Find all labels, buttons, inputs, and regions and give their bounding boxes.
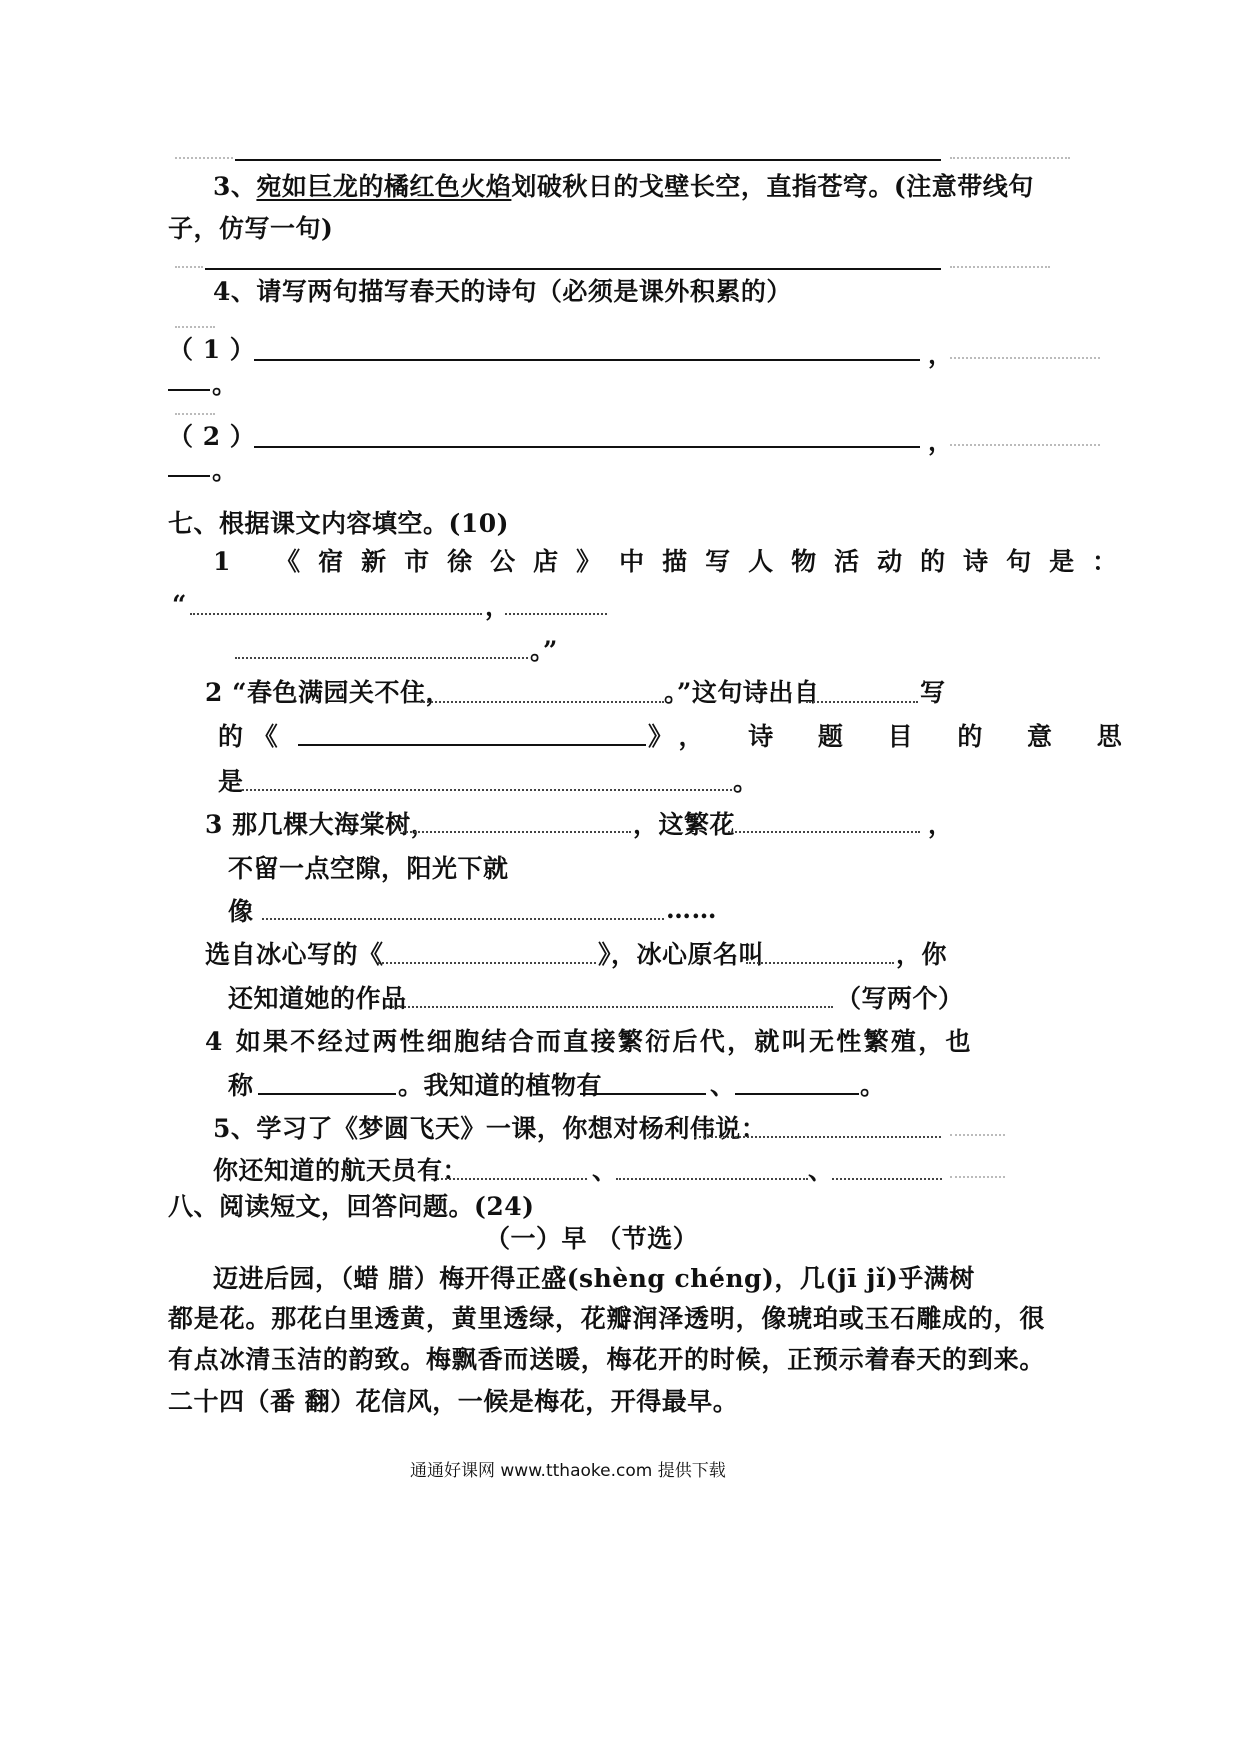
leader-dots (175, 157, 233, 159)
q4-prompt: 4、请写两句描写春天的诗句（必须是课外积累的） (213, 277, 792, 306)
s7-q1-blank-3[interactable] (235, 657, 528, 659)
s7-q3-b: ，这繁花 (633, 810, 736, 839)
s7-q2-g: 。 (733, 767, 759, 796)
s7-q3-f: …… (666, 895, 717, 924)
s7-q1-comma: ， (485, 592, 511, 621)
s7-q3-g: 选自冰心写的《 (205, 940, 384, 969)
s7-q3-blank-1[interactable] (403, 831, 631, 833)
s7-q4-blank-1[interactable] (258, 1093, 396, 1095)
reading-subtitle: （一）早 （节选） (485, 1224, 699, 1253)
answer-line[interactable] (205, 268, 941, 270)
s7-q1-close: 。” (530, 636, 558, 665)
q4-item-1-label: （ 1 ） (168, 335, 256, 364)
s7-q3-blank-6[interactable] (385, 1006, 833, 1008)
q4-item-1-comma: ， (928, 340, 954, 369)
q4-item-1-period: 。 (212, 370, 238, 399)
q4-item-2-label: （ 2 ） (168, 422, 256, 451)
s7-q4-c: 。我知道的植物有 (398, 1071, 603, 1100)
q4-item-1-blank[interactable] (254, 359, 920, 361)
leader-dots (950, 1176, 1005, 1178)
s7-q3-blank-3[interactable] (262, 918, 664, 920)
leader-dots (950, 157, 1070, 159)
leader-dots (950, 444, 1100, 446)
s7-q1-text: 1 《宿新市徐公店》中描写人物活动的诗句是： (213, 547, 1136, 576)
q3-line-1: 3、宛如巨龙的橘红色火焰划破秋日的戈壁长空，直指苍穹。(注意带线句 (213, 172, 1034, 201)
s7-q5-sep-2: 、 (808, 1156, 834, 1185)
s7-q3-k: （写两个） (836, 984, 964, 1013)
s7-q5-b: 你还知道的航天员有： (213, 1156, 469, 1185)
q3-underlined-phrase: 宛如巨龙的橘红色火焰 (256, 172, 512, 201)
leader-dots (175, 413, 215, 415)
s7-q1-blank-1[interactable] (190, 613, 482, 615)
leader-dots (175, 326, 215, 328)
s7-q3-blank-5[interactable] (746, 962, 894, 964)
s7-q2-f: 是 (218, 767, 244, 796)
s7-q3-c: ， (928, 810, 954, 839)
q3-line-2: 子，仿写一句) (168, 214, 334, 243)
s7-q2-blank-3[interactable] (298, 744, 646, 746)
s7-q3-blank-4[interactable] (378, 962, 596, 964)
s7-q5-blank-4[interactable] (832, 1178, 942, 1180)
s7-q3-h: 》，冰心原名叫 (598, 940, 765, 969)
s7-q3-e: 像 (228, 897, 254, 926)
s7-q4-b: 称 (228, 1071, 254, 1100)
s7-q2-blank-4[interactable] (242, 789, 732, 791)
s7-q2-d: 的 《 (218, 722, 279, 751)
q4-item-2-period: 。 (212, 456, 238, 485)
s7-q3-blank-2[interactable] (728, 831, 920, 833)
s7-q5-a: 5、学习了《梦圆飞天》一课，你想对杨利伟说： (213, 1114, 767, 1143)
s7-q1-blank-2[interactable] (505, 613, 607, 615)
answer-line[interactable] (235, 159, 941, 161)
s7-q2-blank-1[interactable] (420, 701, 664, 703)
s7-q3-a: 3 那几棵大海棠树， (205, 810, 437, 839)
footer-credit: 通通好课网 www.tthaoke.com 提供下载 (410, 1461, 726, 1481)
s7-q1-open-quote: “ (172, 590, 187, 619)
s7-q3-j: 还知道她的作品 (228, 984, 407, 1013)
reading-paragraph-line-2: 都是花。那花白里透黄，黄里透绿，花瓣润泽透明，像琥珀或玉石雕成的，很 (168, 1304, 1046, 1333)
q4-item-2-blank-2[interactable] (168, 475, 210, 477)
s7-q2-b: 。”这句诗出自 (664, 678, 820, 707)
leader-dots (175, 266, 203, 268)
s7-q2-e: 》， 诗 题 目 的 意 思 (648, 722, 1140, 751)
s7-q4-blank-3[interactable] (735, 1093, 859, 1095)
s7-q5-blank-2[interactable] (437, 1178, 587, 1180)
reading-paragraph-line-3: 有点冰清玉洁的韵致。梅飘香而送暖，梅花开的时候，正预示着春天的到来。 (168, 1345, 1046, 1374)
s7-q5-blank-1[interactable] (694, 1136, 941, 1138)
q4-item-2-comma: ， (928, 427, 954, 456)
q4-item-2-blank[interactable] (254, 446, 920, 448)
q4-item-1-blank-2[interactable] (168, 389, 210, 391)
s7-q5-blank-3[interactable] (616, 1178, 808, 1180)
s7-q2-blank-2[interactable] (806, 701, 918, 703)
section-7-title: 七、根据课文内容填空。(10) (168, 509, 509, 538)
s7-q3-d: 不留一点空隙，阳光下就 (228, 854, 509, 883)
s7-q4-blank-2[interactable] (580, 1093, 706, 1095)
s7-q2-a: 2 “春色满园关不住， (205, 678, 451, 707)
s7-q4-e: 。 (860, 1071, 886, 1100)
s7-q5-sep-1: 、 (592, 1156, 618, 1185)
s7-q3-i: ，你 (896, 940, 948, 969)
section-8-title: 八、阅读短文，回答问题。(24) (168, 1192, 535, 1221)
s7-q4-d: 、 (710, 1071, 736, 1100)
s7-q2-c: 写 (920, 678, 946, 707)
reading-paragraph-line-4: 二十四（番 翻）花信风，一候是梅花，开得最早。 (168, 1387, 739, 1416)
leader-dots (950, 1134, 1005, 1136)
reading-paragraph-line-1: 迈进后园，（蜡 腊）梅开得正盛(shèng chéng)，几(jī jǐ)乎满树 (213, 1264, 975, 1293)
s7-q4-a: 4 如果不经过两性细胞结合而直接繁衍后代，就叫无性繁殖，也 (205, 1027, 973, 1056)
leader-dots (950, 357, 1100, 359)
leader-dots (950, 266, 1050, 268)
